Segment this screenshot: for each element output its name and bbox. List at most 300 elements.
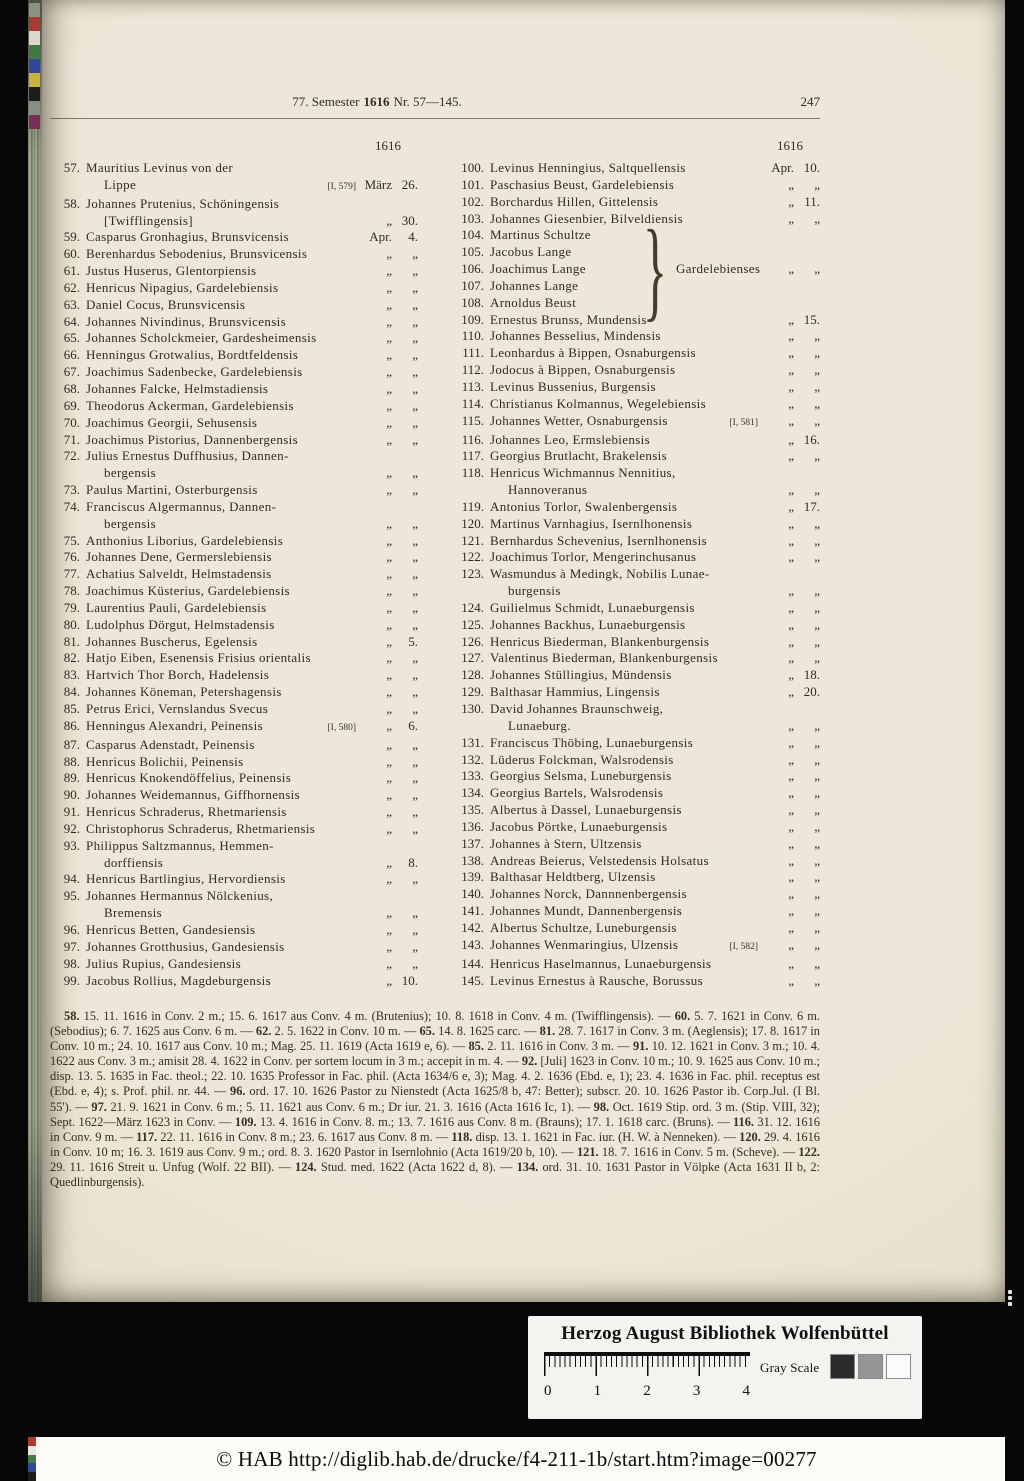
entry-day: 15. xyxy=(803,311,820,327)
entry-day: „ xyxy=(814,412,820,428)
calibration-swatch xyxy=(28,1463,36,1472)
entry-row xyxy=(454,973,820,990)
calibration-swatch xyxy=(29,59,40,73)
entry-text: Henricus Schraderus, Rhetmariensis xyxy=(86,804,287,820)
calibration-swatch xyxy=(29,3,40,17)
entry-text: Arnoldus Beust xyxy=(490,294,577,310)
entry-text: Lüderus Folckman, Walsrodensis xyxy=(490,751,674,767)
entry-row xyxy=(50,432,418,449)
entry-number: 57. xyxy=(63,160,80,175)
entry-month: „ xyxy=(788,768,794,784)
entry-month: „ xyxy=(386,397,392,413)
entry-text: Johannes Leo, Ermslebiensis xyxy=(490,431,651,447)
entry-month: „ xyxy=(386,532,392,548)
footnote-number: 116. xyxy=(733,1114,755,1129)
entry-day: „ xyxy=(412,684,418,700)
footnote-number: 65. xyxy=(419,1024,435,1039)
entry-day: „ xyxy=(412,820,418,836)
entry-number: 85. xyxy=(63,701,80,716)
entry-number: 78. xyxy=(63,583,80,599)
entry-row xyxy=(50,448,418,465)
entry-row xyxy=(454,482,820,499)
entry-day: „ xyxy=(814,751,820,767)
entry-row xyxy=(50,754,418,771)
entry-number: 133. xyxy=(461,768,484,784)
entry-day: „ xyxy=(412,871,418,887)
entry-row xyxy=(50,737,418,754)
entry-text: Bernhardus Schevenius, Isernlhonensis xyxy=(490,532,707,548)
entry-row xyxy=(454,667,820,684)
entry-day: „ xyxy=(814,532,820,548)
entry-row xyxy=(50,364,418,381)
entry-text: Jacobus Pörtke, Lunaeburgensis xyxy=(490,818,668,834)
entry-number: 110. xyxy=(461,328,484,344)
entry-text: Henricus Bolichii, Peinensis xyxy=(86,753,244,769)
entry-month: März xyxy=(364,176,392,192)
entry-day: „ xyxy=(814,616,820,632)
entry-text: Henricus Knokendöffelius, Peinensis xyxy=(86,770,292,786)
entry-month: „ xyxy=(386,414,392,430)
entry-number: 92. xyxy=(63,820,80,836)
entry-text: Berenhardus Sebodenius, Brunsvicensis xyxy=(86,246,308,262)
book-page-edges xyxy=(28,0,42,1302)
entry-month: „ xyxy=(386,212,392,228)
entry-row xyxy=(50,229,418,246)
entry-day: „ xyxy=(814,448,820,464)
entry-day: „ xyxy=(412,955,418,971)
entry-month: „ xyxy=(788,751,794,767)
entry-number: 62. xyxy=(63,279,80,295)
entry-number: 128. xyxy=(461,667,484,683)
entry-row xyxy=(50,634,418,651)
entry-row xyxy=(454,211,820,228)
entry-row xyxy=(454,853,820,870)
entry-row xyxy=(454,836,820,853)
entry-text: bergensis xyxy=(104,515,157,531)
entry-ref: [I, 580] xyxy=(327,722,356,733)
entry-month: „ xyxy=(386,667,392,683)
entry-month: „ xyxy=(788,972,794,988)
entry-ref: [I, 582] xyxy=(729,941,758,952)
entry-day: 4. xyxy=(408,229,418,245)
entry-month: „ xyxy=(386,566,392,582)
entry-month: „ xyxy=(386,770,392,786)
entry-day: „ xyxy=(412,364,418,380)
entry-day: „ xyxy=(412,599,418,615)
footnote-number: 118. xyxy=(451,1129,473,1144)
entry-number: 63. xyxy=(63,296,80,312)
color-calibration-strip-top xyxy=(29,3,40,129)
entry-number: 131. xyxy=(461,734,484,750)
entry-row xyxy=(50,246,418,263)
entry-day: „ xyxy=(412,701,418,716)
entry-row xyxy=(454,362,820,379)
entry-day: „ xyxy=(814,852,820,868)
entry-day: 8. xyxy=(408,854,418,870)
entry-text: Johannes Stüllingius, Mündensis xyxy=(490,667,672,683)
entry-number: 103. xyxy=(461,210,484,226)
entry-number: 119. xyxy=(461,498,484,514)
entry-row xyxy=(50,650,418,667)
entry-row xyxy=(454,886,820,903)
footnote-number: 124. xyxy=(294,1159,317,1174)
entry-row xyxy=(454,432,820,449)
entry-row xyxy=(50,770,418,787)
header-semester: 77. Semester xyxy=(292,94,360,109)
entry-month: „ xyxy=(386,364,392,380)
entry-text: Henricus Wichmannus Nennitius, xyxy=(490,465,676,481)
entry-text: Joachimus Sadenbecke, Gardelebiensis xyxy=(86,364,303,380)
entry-month: „ xyxy=(386,246,392,262)
entry-number: 143. xyxy=(461,936,484,952)
entry-month: „ xyxy=(386,616,392,632)
entry-text: Lippe xyxy=(104,176,137,192)
entry-day: „ xyxy=(412,566,418,582)
entry-row xyxy=(50,667,418,684)
entry-row xyxy=(454,448,820,465)
entry-text: Johannes Backhus, Lunaeburgensis xyxy=(490,616,686,632)
entry-text: [Twifflingensis] xyxy=(104,212,193,228)
entry-month: „ xyxy=(386,583,392,599)
entry-day: „ xyxy=(412,414,418,430)
entry-text: Guilielmus Schmidt, Lunaeburgensis xyxy=(490,599,695,615)
entry-text: Petrus Erici, Vernslandus Svecus xyxy=(86,701,269,716)
entry-number: 96. xyxy=(63,921,80,937)
entry-number: 106. xyxy=(461,261,484,277)
entry-text: Levinus Bussenius, Burgensis xyxy=(490,378,656,394)
entry-row xyxy=(50,465,418,482)
entry-ref: [I, 579] xyxy=(327,181,356,192)
entry-day: 10. xyxy=(803,160,820,175)
ruler-ticks xyxy=(544,1352,750,1380)
entry-month: Apr. xyxy=(771,160,794,175)
entry-row xyxy=(50,855,418,872)
entry-text: Henricus Betten, Gandesiensis xyxy=(86,921,256,937)
entry-text: Theodorus Ackerman, Gardelebiensis xyxy=(86,397,294,413)
entry-day: „ xyxy=(412,380,418,396)
entry-month: „ xyxy=(788,936,794,952)
entry-row xyxy=(454,634,820,651)
calibration-swatch xyxy=(29,45,40,59)
entry-day: „ xyxy=(814,802,820,818)
entry-text: Justus Huserus, Glentorpiensis xyxy=(86,263,257,279)
entry-month: „ xyxy=(788,852,794,868)
entry-text: Laurentius Pauli, Gardelebiensis xyxy=(86,599,267,615)
entry-month: „ xyxy=(788,869,794,885)
entry-text: bergensis xyxy=(104,465,157,481)
entry-text: Hatjo Eiben, Esenensis Frisius orientalis xyxy=(86,650,311,666)
entry-month: „ xyxy=(386,938,392,954)
calibration-swatch xyxy=(29,87,40,101)
entry-number: 68. xyxy=(63,380,80,396)
entry-number: 81. xyxy=(63,633,80,649)
entry-month: „ xyxy=(788,802,794,818)
entry-day: 10. xyxy=(401,972,418,988)
entry-month: „ xyxy=(788,362,794,378)
entry-month: „ xyxy=(788,886,794,902)
ruler-label: 4 xyxy=(742,1383,750,1399)
entry-number: 83. xyxy=(63,667,80,683)
entry-number: 120. xyxy=(461,515,484,531)
entry-row xyxy=(50,280,418,297)
entry-text: Henricus Nipagius, Gardelebiensis xyxy=(86,279,279,295)
entry-number: 111. xyxy=(462,345,484,361)
entry-month: „ xyxy=(386,431,392,447)
entry-day: „ xyxy=(412,736,418,752)
entry-row xyxy=(50,701,418,718)
entry-number: 98. xyxy=(63,955,80,971)
entry-row xyxy=(50,787,418,804)
entry-text: Johannes Giesenbier, Bilveldiensis xyxy=(490,210,683,226)
entry-month: „ xyxy=(788,667,794,683)
entry-row xyxy=(454,533,820,550)
edge-mark-dot xyxy=(1008,1296,1012,1300)
entry-number: 79. xyxy=(63,599,80,615)
entry-day: „ xyxy=(412,515,418,531)
entry-number: 126. xyxy=(461,633,484,649)
entry-number: 112. xyxy=(461,362,484,378)
entry-text: Balthasar Hammius, Lingensis xyxy=(490,684,660,700)
entry-row xyxy=(50,177,418,196)
entry-month: „ xyxy=(386,871,392,887)
entry-row xyxy=(454,566,820,583)
entry-month: „ xyxy=(386,736,392,752)
copyright-bar xyxy=(28,1437,1005,1481)
entry-day: „ xyxy=(814,345,820,361)
entry-day: 16. xyxy=(803,431,820,447)
entry-text: Johannes Scholckmeier, Gardesheimensis xyxy=(86,330,317,346)
entry-day: „ xyxy=(412,296,418,312)
entry-day: „ xyxy=(814,785,820,801)
entry-row xyxy=(454,160,820,177)
entry-row xyxy=(454,177,820,194)
entry-month: „ xyxy=(788,919,794,935)
calibration-swatch xyxy=(28,1472,36,1481)
entry-row xyxy=(50,330,418,347)
entry-row xyxy=(454,701,820,718)
entry-row xyxy=(50,804,418,821)
entry-month: „ xyxy=(386,854,392,870)
entry-text: Johannes Mundt, Dannenbergensis xyxy=(490,903,683,919)
entry-row xyxy=(50,600,418,617)
ruler-label: 0 xyxy=(544,1383,552,1399)
entry-number: 104. xyxy=(461,227,484,243)
entry-day: „ xyxy=(814,395,820,411)
entry-text: burgensis xyxy=(508,583,561,599)
library-name: Herzog August Bibliothek Wolfenbüttel xyxy=(561,1323,889,1344)
entry-day: „ xyxy=(412,770,418,786)
entry-row xyxy=(454,869,820,886)
entry-day: „ xyxy=(412,313,418,329)
entry-day: „ xyxy=(814,362,820,378)
footnote-number: 58. xyxy=(64,1009,80,1023)
entry-row xyxy=(50,263,418,280)
entry-text: Johannes Hermannus Nölckenius, xyxy=(86,888,274,904)
entry-text: dorffiensis xyxy=(104,854,164,870)
entry-row xyxy=(50,888,418,905)
entry-number: 58. xyxy=(63,195,80,211)
ruler-label: 1 xyxy=(593,1383,602,1399)
footnote-number: 117. xyxy=(136,1129,158,1144)
calibration-swatch xyxy=(29,115,40,129)
column-year-left: 1616 xyxy=(375,138,401,153)
entry-day: „ xyxy=(412,667,418,683)
entry-day: „ xyxy=(412,330,418,346)
entry-month: „ xyxy=(788,498,794,514)
entry-text: Johannes à Stern, Ultzensis xyxy=(490,835,642,851)
entry-month: „ xyxy=(386,515,392,531)
entry-text: Leonhardus à Bippen, Osnaburgensis xyxy=(490,345,696,361)
entry-text: Johannes Grotthusius, Gandesiensis xyxy=(86,938,285,954)
entry-month: „ xyxy=(386,804,392,820)
edge-mark-dot xyxy=(1008,1302,1012,1306)
entry-month: „ xyxy=(386,465,392,481)
entry-month: „ xyxy=(386,633,392,649)
entry-day: „ xyxy=(814,768,820,784)
entry-month: „ xyxy=(386,263,392,279)
entry-number: 82. xyxy=(63,650,80,666)
entry-month: „ xyxy=(386,717,392,733)
entry-text: Mauritius Levinus von der xyxy=(86,160,234,175)
entry-row xyxy=(50,905,418,922)
footnote-number: 92. xyxy=(521,1054,538,1069)
entry-text: Franciscus Thöbing, Lunaeburgensis xyxy=(490,734,694,750)
entry-number: 123. xyxy=(461,566,484,582)
entry-number: 73. xyxy=(63,482,80,498)
entry-row xyxy=(50,415,418,432)
entry-month: „ xyxy=(788,261,794,277)
entry-day: „ xyxy=(412,431,418,447)
entry-text: Henricus Biederman, Blankenburgensis xyxy=(490,633,710,649)
entry-text: Georgius Brutlacht, Brakelensis xyxy=(490,448,668,464)
entry-row xyxy=(50,516,418,533)
entry-number: 87. xyxy=(63,736,80,752)
entry-day: „ xyxy=(814,734,820,750)
entry-text: Henricus Haselmannus, Lunaeburgensis xyxy=(490,955,712,971)
footnote-number: 97. xyxy=(91,1099,107,1114)
entry-row xyxy=(50,718,418,737)
gray-swatches xyxy=(827,1354,911,1379)
entry-day: „ xyxy=(412,279,418,295)
entry-text: Christophorus Schraderus, Rhetmariensis xyxy=(86,820,316,836)
edge-marks xyxy=(1008,1288,1012,1308)
entry-day: „ xyxy=(814,599,820,615)
group-label: Gardelebienses xyxy=(676,261,761,277)
entry-month: „ xyxy=(386,753,392,769)
footnote-number: 121. xyxy=(576,1144,599,1159)
entry-text: Franciscus Algermannus, Dannen- xyxy=(86,498,277,514)
calibration-swatch xyxy=(29,17,40,31)
entry-text: Joachimus Torlor, Mengerinchusanus xyxy=(490,549,697,565)
entry-text: Wasmundus à Medingk, Nobilis Lunae- xyxy=(490,566,710,582)
entry-number: 127. xyxy=(461,650,484,666)
entry-number: 102. xyxy=(461,193,484,209)
entry-text: Paschasius Beust, Gardelebiensis xyxy=(490,176,675,192)
entry-text: Martinus Schultze xyxy=(490,227,591,243)
entry-row xyxy=(50,314,418,331)
entry-number: 77. xyxy=(63,566,80,582)
entry-month: „ xyxy=(788,650,794,666)
entry-month: Apr. xyxy=(369,229,392,245)
entry-month: „ xyxy=(788,835,794,851)
footnote-number: 60. xyxy=(674,1009,691,1023)
gray-scale-label: Gray Scale xyxy=(760,1360,820,1375)
entry-text: Johannes Dene, Germerslebiensis xyxy=(86,549,272,565)
entry-day: „ xyxy=(412,804,418,820)
entry-row xyxy=(454,549,820,566)
ruler-label: 3 xyxy=(692,1383,701,1399)
gray-swatch xyxy=(830,1354,855,1379)
entry-row xyxy=(454,600,820,617)
entry-month: „ xyxy=(788,717,794,733)
entry-day: „ xyxy=(412,549,418,565)
entry-row xyxy=(50,566,418,583)
entry-number: 60. xyxy=(63,246,80,262)
scale-row xyxy=(528,1352,922,1400)
library-scale-card xyxy=(528,1316,922,1419)
running-head xyxy=(257,94,497,110)
entry-row xyxy=(50,196,418,213)
entry-month: „ xyxy=(386,787,392,803)
entry-number: 93. xyxy=(63,837,80,853)
entry-row xyxy=(50,821,418,838)
entry-month: „ xyxy=(386,380,392,396)
entry-day: „ xyxy=(814,515,820,531)
entry-day: „ xyxy=(412,787,418,803)
entry-day: „ xyxy=(412,482,418,498)
entry-ref: [I, 581] xyxy=(729,417,758,428)
entry-day: 18. xyxy=(803,667,820,683)
entry-month: „ xyxy=(788,378,794,394)
entry-row xyxy=(50,160,418,177)
entry-text: Julius Ernestus Duffhusius, Dannen- xyxy=(86,448,289,464)
entry-text: Casparus Adenstadt, Peinensis xyxy=(86,736,255,752)
entry-text: Albertus Schultze, Luneburgensis xyxy=(490,919,677,935)
entry-row xyxy=(454,650,820,667)
entries-col-0 xyxy=(50,160,418,989)
entry-row xyxy=(50,973,418,990)
entry-text: Anthonius Liborius, Gardelebiensis xyxy=(86,532,284,548)
entry-row xyxy=(454,328,820,345)
calibration-swatch xyxy=(29,73,40,87)
entry-text: Hannoveranus xyxy=(508,482,588,498)
entry-month: „ xyxy=(386,921,392,937)
copyright-url: © HAB http://diglib.hab.de/drucke/f4-211-1b/start.htm?image=00277 xyxy=(216,1446,817,1471)
entry-day: „ xyxy=(814,903,820,919)
entry-day: 6. xyxy=(408,717,418,733)
entry-day: „ xyxy=(814,482,820,498)
entry-month: „ xyxy=(386,650,392,666)
entry-text: Henricus Bartlingius, Hervordiensis xyxy=(86,871,286,887)
entry-month: „ xyxy=(386,599,392,615)
calibration-swatch xyxy=(28,1455,36,1464)
entry-text: Philippus Saltzmannus, Hemmen- xyxy=(86,837,274,853)
entry-month: „ xyxy=(788,431,794,447)
entry-month: „ xyxy=(788,515,794,531)
entry-number: 130. xyxy=(461,701,484,716)
entry-day: „ xyxy=(814,886,820,902)
entry-number: 76. xyxy=(63,549,80,565)
entry-text: Joachimus Küsterius, Gardelebiensis xyxy=(86,583,290,599)
entry-day: „ xyxy=(814,378,820,394)
entry-number: 114. xyxy=(461,395,484,411)
entry-number: 88. xyxy=(63,753,80,769)
entry-day: „ xyxy=(412,753,418,769)
entry-text: Valentinus Biederman, Blankenburgensis xyxy=(490,650,718,666)
entry-number: 135. xyxy=(461,802,484,818)
entry-number: 134. xyxy=(461,785,484,801)
entry-number: 122. xyxy=(461,549,484,565)
